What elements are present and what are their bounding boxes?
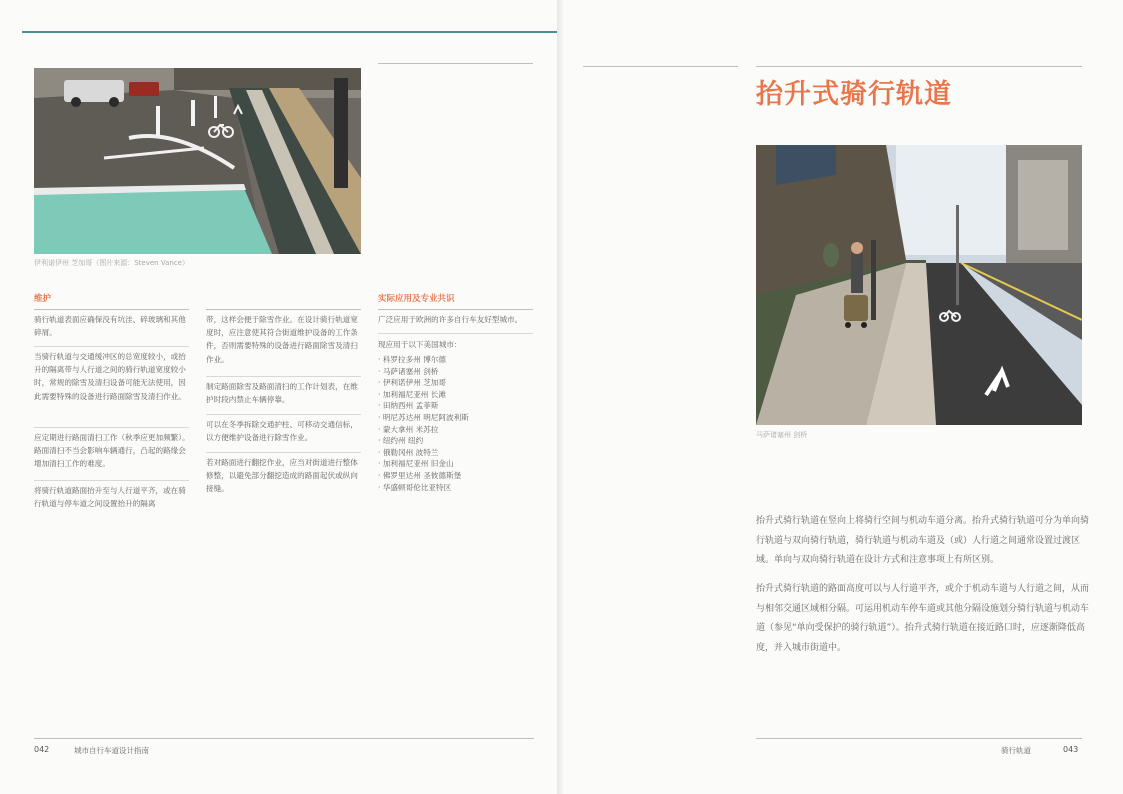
right-page (563, 0, 1123, 794)
cambridge-cycle-track-photo (756, 145, 1082, 425)
photo-caption: 伊利诺伊州 芝加哥（图片来源：Steven Vance） (34, 259, 189, 267)
maintenance-paragraph: 将骑行轨道路面抬升至与人行道平齐，或在骑行轨道与停车道之间设置抬升的隔离 (34, 486, 186, 509)
divider (206, 452, 361, 453)
photo-caption: 马萨诸塞州 剑桥 (756, 431, 808, 439)
list-item: · 加利福尼亚州 旧金山 (378, 459, 454, 469)
chicago-bike-lane-photo (34, 68, 361, 254)
maintenance-paragraph: 当骑行轨道与交通缓冲区的总宽度较小，或抬升的隔离带与人行道之间的骑行轨道宽度较小时，常规的除雪及清扫设备可能无法使用，因此需要特殊的设备进行路面除雪及清扫作业。 (34, 352, 186, 401)
list-item: · 明尼苏达州 明尼阿波利斯 (378, 412, 469, 422)
list-item: · 田纳西州 孟菲斯 (378, 401, 439, 411)
cities-intro: 现应用于以下美国城市： (378, 340, 462, 349)
divider (206, 376, 361, 377)
divider (583, 66, 738, 67)
body-paragraph: 抬升式骑行轨道的路面高度可以与人行道平齐，或介于机动车道与人行道之间，从而与相邻交通区域相分隔。可运用机动车停车道或其他分隔设施划分骑行轨道与机动车道（参见“单向受保护的骑行轨道”）。抬升式骑行轨道在接近路口时，应逐渐降低高度，并入城市街道中。 (756, 584, 1090, 653)
divider (378, 63, 533, 64)
section-title-practice: 实际应用及专业共识 (378, 294, 455, 304)
divider (34, 480, 189, 481)
maintenance-paragraph: 带，这样会便于除雪作业。在设计骑行轨道宽度时，应注意使其符合街道维护设备的工作条件，否则需要特殊的设备进行路面除雪及清扫作业。 (206, 315, 358, 364)
list-item: · 俄勒冈州 波特兰 (378, 447, 439, 457)
list-item: · 蒙大拿州 米苏拉 (378, 424, 439, 434)
divider (34, 309, 189, 310)
divider (756, 66, 1082, 67)
book-title: 城市自行车道设计指南 (74, 746, 149, 755)
consensus-text: 广泛应用于欧洲的许多自行车友好型城市。 (378, 315, 523, 324)
maintenance-paragraph: 可以在冬季拆除交通护柱、可移动交通信标，以方便维护设备进行除雪作业。 (206, 420, 358, 443)
body-paragraph: 抬升式骑行轨道在竖向上将骑行空间与机动车道分离。抬升式骑行轨道可分为单向骑行轨道与双向骑行轨道，骑行轨道与机动车道及（或）人行道之间通常设置过渡区域。单向与双向骑行轨道在设计方式和注意事项上有所区别。 (756, 516, 1090, 565)
divider (378, 333, 533, 334)
divider (378, 309, 533, 310)
maintenance-paragraph: 应定期进行路面清扫工作（秋季应更加频繁）。路面清扫不当会影响车辆通行，凸起的路缘会增加清扫工作的难度。 (34, 433, 190, 469)
left-page (0, 0, 557, 794)
list-item: · 加利福尼亚州 长滩 (378, 389, 446, 399)
divider (206, 414, 361, 415)
footer-rule (34, 738, 534, 739)
section-title-maintenance: 维护 (34, 294, 52, 304)
list-item: · 科罗拉多州 博尔德 (378, 355, 446, 364)
divider (34, 346, 189, 347)
divider (34, 427, 189, 428)
section-name: 骑行轨道 (1001, 746, 1031, 755)
list-item: · 纽约州 纽约 (378, 436, 424, 446)
list-item: · 佛罗里达州 圣彼德斯堡 (378, 470, 462, 480)
page-number: 042 (34, 745, 50, 754)
page-number: 043 (1063, 745, 1079, 754)
page-title: 抬升式骑行轨道 (756, 79, 952, 110)
maintenance-paragraph: 制定路面除雪及路面清扫的工作计划表，在维护时段内禁止车辆停靠。 (206, 382, 358, 405)
divider (206, 309, 361, 310)
city-list (378, 354, 469, 493)
list-item: · 伊利诺伊州 芝加哥 (378, 378, 446, 388)
top-rule (22, 31, 557, 33)
list-item: · 马萨诸塞州 剑桥 (378, 366, 439, 376)
list-item: · 华盛顿哥伦比亚特区 (378, 482, 452, 492)
footer-rule (756, 738, 1082, 739)
maintenance-paragraph: 若对路面进行翻挖作业，应当对街道进行整体修整，以避免部分翻挖造成的路面起伏或纵向接缝。 (206, 458, 358, 494)
maintenance-paragraph: 骑行轨道表面应确保没有坑洼、碎玻璃和其他碎屑。 (34, 315, 186, 338)
